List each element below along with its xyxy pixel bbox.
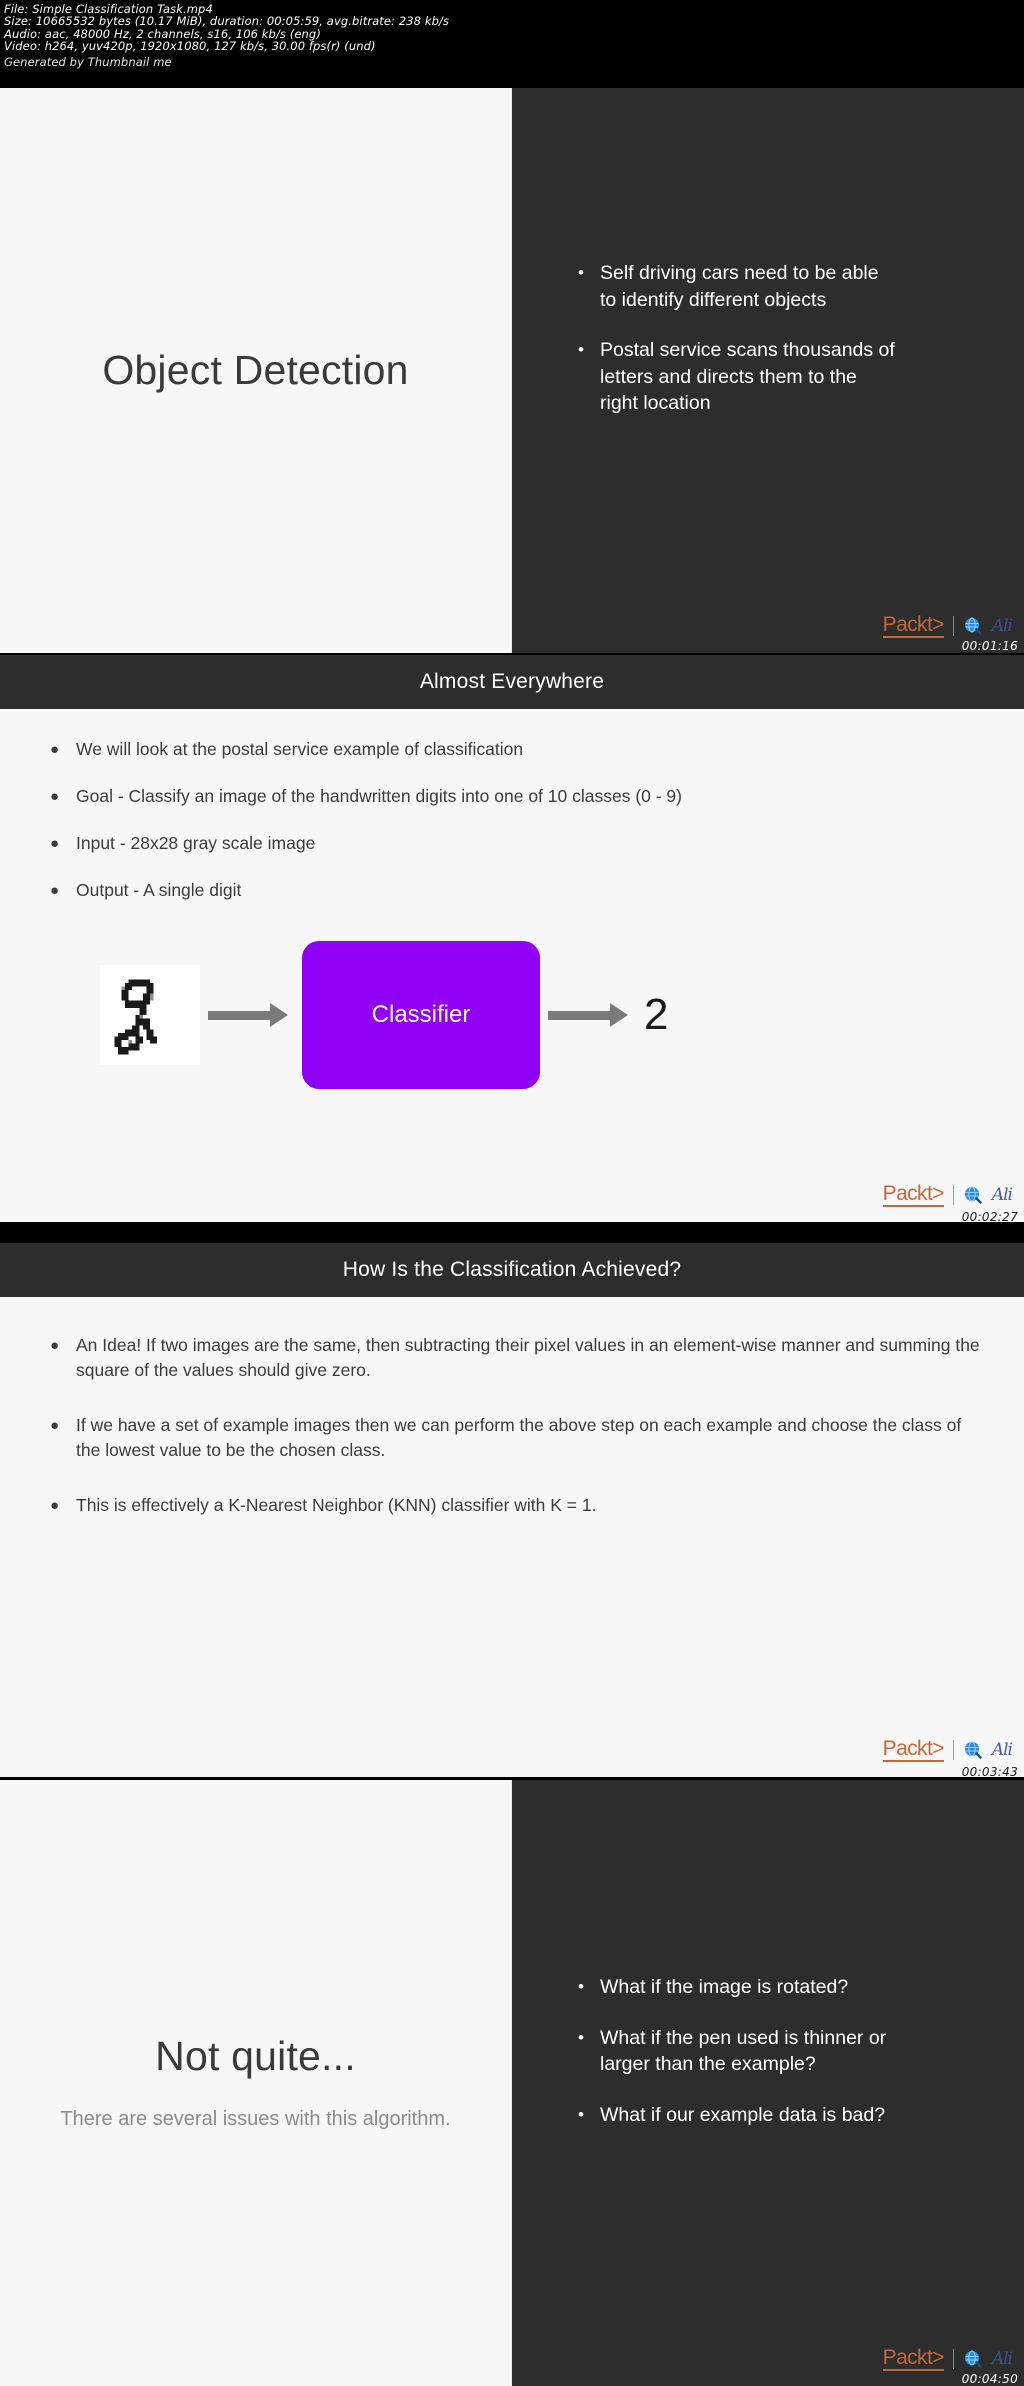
- slide-1-timestamp: 00:01:16: [961, 639, 1018, 653]
- bullet-dot-icon: ●: [50, 835, 60, 852]
- digit-2-glyph: [100, 965, 200, 1065]
- bullet-dot-icon: ●: [50, 741, 60, 758]
- bullet-text: What if the image is rotated?: [600, 1976, 849, 1998]
- slide-3-bullet-2: [50, 1413, 984, 1463]
- slide-4-content-panel: [512, 1780, 1024, 2386]
- bullet-text: What if the pen used is thinner or larger than the example?: [600, 2026, 887, 2075]
- slide-1-bullet-1: [578, 260, 968, 313]
- row-separator: [0, 1222, 1024, 1224]
- classifier-label: Classifier: [371, 1001, 471, 1028]
- slide-2-body: [0, 709, 1024, 1222]
- globe-icon: [963, 616, 983, 636]
- arrow-shaft: [208, 1011, 274, 1020]
- signature-mark: Ali: [991, 615, 1012, 636]
- slide-1-watermark: [883, 613, 1012, 639]
- packt-logo: Packt>: [882, 2346, 944, 2369]
- bullet-dot-icon: ●: [50, 1417, 60, 1434]
- slide-1-bullet-2: [578, 337, 968, 417]
- slide-4-watermark: [883, 2346, 1012, 2372]
- slide-3-banner-title: How Is the Classification Achieved?: [342, 1258, 682, 1281]
- globe-icon: [963, 1740, 983, 1760]
- bullet-dot-icon: •: [578, 2027, 584, 2047]
- slide-2-banner: [0, 655, 1024, 709]
- slide-2-bullet-4: [50, 878, 984, 903]
- slide-2: [0, 655, 1024, 1222]
- bullet-text: Self driving cars need to be able to identify different objects: [600, 262, 879, 311]
- slide-2-bullet-2: [50, 784, 984, 809]
- bullet-dot-icon: ●: [50, 1337, 60, 1354]
- slide-3-body: [0, 1297, 1024, 1777]
- watermark-divider: [953, 1185, 954, 1205]
- slide-4-title-panel: [0, 1780, 512, 2386]
- info-line-audio: Audio: aac, 48000 Hz, 2 channels, s16, 106 kb/s (eng): [4, 26, 321, 41]
- bullet-dot-icon: •: [578, 263, 584, 283]
- bullet-text: Input - 28x28 gray scale image: [76, 833, 316, 853]
- slide-2-bullet-1: [50, 737, 984, 762]
- arrow-head: [610, 1003, 628, 1027]
- globe-icon: [963, 2349, 983, 2369]
- signature-mark: Ali: [991, 1184, 1012, 1205]
- arrow-shaft: [548, 1011, 614, 1020]
- packt-logo: Packt>: [882, 1737, 944, 1760]
- slide-1: [0, 88, 1024, 653]
- arrow-head: [270, 1003, 288, 1027]
- slide-2-bullet-3: [50, 831, 984, 856]
- bullet-text: What if our example data is bad?: [600, 2103, 886, 2126]
- slide-4-bullet-1: [578, 1974, 968, 2001]
- row-separator: [0, 1777, 1024, 1779]
- slide-3: [0, 1243, 1024, 1777]
- globe-icon: [963, 1185, 983, 1205]
- slide-1-title-panel: [0, 88, 512, 653]
- watermark-divider: [953, 1740, 954, 1760]
- info-line-video: Video: h264, yuv420p, 1920x1080, 127 kb/s, 30.00 fps(r) (und): [4, 39, 376, 54]
- slide-3-bullet-1: [50, 1333, 984, 1383]
- slide-4-title: Not quite...: [155, 2032, 356, 2079]
- bullet-text: Postal service scans thousands of letters and directs them to the right location: [600, 339, 895, 415]
- handwritten-digit-image: [100, 965, 200, 1065]
- signature-mark: Ali: [991, 2348, 1012, 2369]
- output-arrow-icon: [548, 1002, 634, 1028]
- bullet-dot-icon: ●: [50, 882, 60, 899]
- bullet-text: If we have a set of example images then we can perform the above step on each example and choose the class of the lowest value to be the chosen class.: [76, 1415, 962, 1460]
- slide-3-timestamp: 00:03:43: [961, 1765, 1018, 1777]
- bullet-dot-icon: •: [578, 340, 584, 360]
- signature-mark: Ali: [991, 1739, 1012, 1760]
- slide-4: [0, 1780, 1024, 2386]
- bullet-text: Goal - Classify an image of the handwritten digits into one of 10 classes (0 - 9): [76, 786, 682, 806]
- watermark-divider: [953, 2349, 954, 2369]
- bullet-dot-icon: •: [578, 1977, 584, 1996]
- slide-3-banner: [0, 1243, 1024, 1297]
- slide-2-banner-title: Almost Everywhere: [419, 670, 605, 693]
- bullet-text: Output - A single digit: [76, 880, 242, 900]
- input-arrow-icon: [208, 1002, 294, 1028]
- slide-4-bullet-3: [578, 2102, 968, 2129]
- slide-4-timestamp: 00:04:50: [961, 2372, 1018, 2386]
- bullet-text: We will look at the postal service example of classification: [76, 739, 524, 759]
- classifier-diagram: [50, 925, 984, 1105]
- classifier-box: [302, 941, 540, 1089]
- slide-4-subtitle: There are several issues with this algorithm.: [60, 2108, 451, 2131]
- packt-logo: Packt>: [882, 1182, 944, 1205]
- slide-2-watermark: [883, 1182, 1012, 1208]
- bullet-dot-icon: ●: [50, 1497, 60, 1514]
- bullet-text: An Idea! If two images are the same, then subtracting their pixel values in an element-wise manner and summing the square of the values should give zero.: [76, 1335, 980, 1380]
- info-line-file: File: Simple Classification Task.mp4: [4, 2, 213, 16]
- watermark-divider: [953, 616, 954, 636]
- info-line-generated-by: Generated by Thumbnail me: [4, 54, 172, 69]
- bullet-dot-icon: ●: [50, 788, 60, 805]
- slide-1-title: Object Detection: [102, 346, 409, 393]
- bullet-text: This is effectively a K-Nearest Neighbor (KNN) classifier with K = 1.: [76, 1495, 597, 1515]
- slide-3-bullet-3: [50, 1493, 984, 1518]
- slide-2-timestamp: 00:02:27: [961, 1210, 1018, 1222]
- classifier-output-digit: 2: [644, 990, 669, 1039]
- slide-3-watermark: [883, 1737, 1012, 1763]
- bullet-dot-icon: •: [578, 2104, 584, 2124]
- slide-1-content-panel: [512, 88, 1024, 653]
- slide-4-bullet-2: [578, 2025, 968, 2078]
- row-separator: [0, 653, 1024, 655]
- packt-logo: Packt>: [882, 613, 944, 636]
- media-info-header: [0, 0, 1024, 88]
- info-line-size: Size: 10665532 bytes (10.17 MiB), duration: 00:05:59, avg.bitrate: 238 kb/s: [4, 14, 450, 29]
